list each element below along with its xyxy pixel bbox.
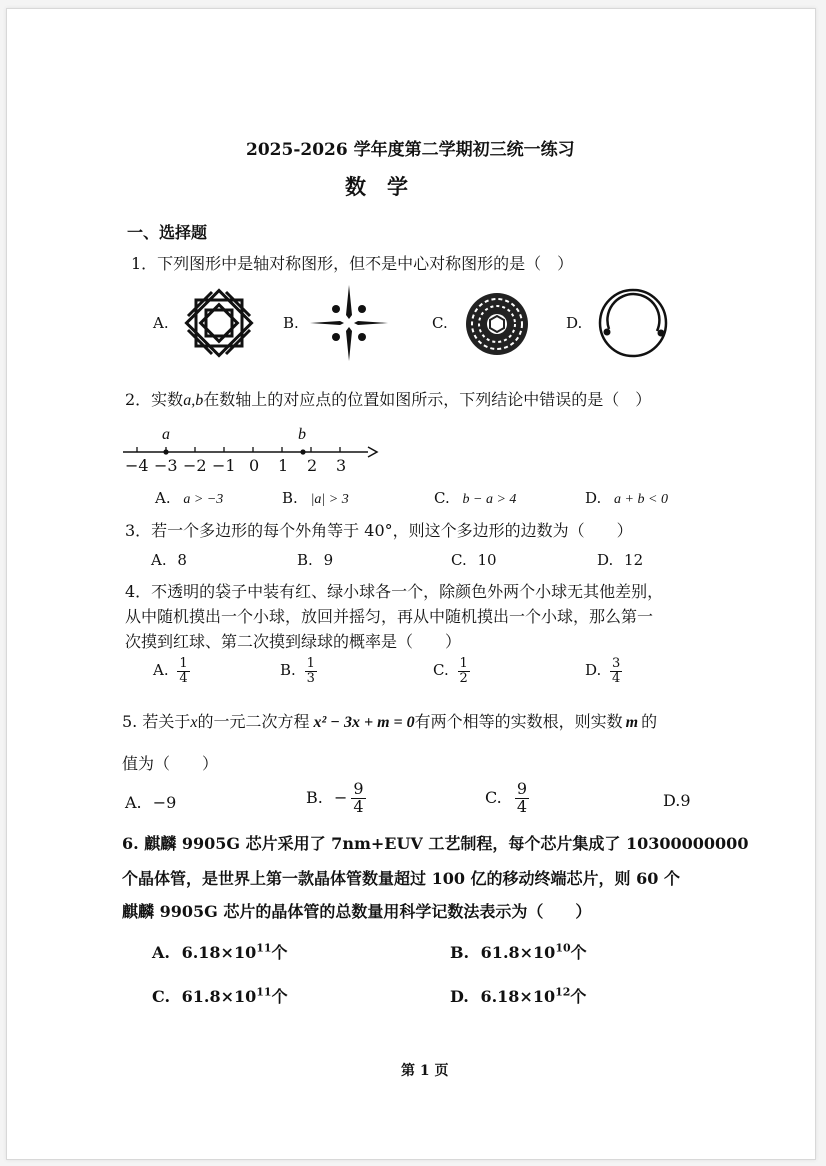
q2-option-b [282,489,349,508]
q4-option-b [280,657,317,685]
q2-option-d-text: a + b < 0 [614,492,668,507]
q2-option-b-text: |a| > 3 [310,492,349,507]
q1-option-b-label: B. [283,314,299,332]
question-4-line-1: 4．不透明的袋子中装有红、绿小球各一个，除颜色外两个小球无其他差别， [125,582,664,601]
q2-option-a [155,489,223,508]
q5-equation: x² − 3x + m = 0 [313,714,415,731]
question-5-line-2: 值为（ ） [122,754,219,773]
q5-var-x: x [190,714,198,731]
q3-option-a [151,551,187,569]
q6-option-b-unit: 个 [570,943,587,962]
q4-option-b-label: B. [280,661,296,680]
q2-option-d-label: D. [585,489,602,507]
q4-option-b-fraction [305,657,317,685]
q4-option-c-fraction [458,657,470,685]
tick-label: −3 [154,456,178,475]
point-a-label: a [162,426,170,443]
question-2-stem [125,387,651,410]
numerator: 1 [179,656,188,671]
q2-option-c-label: C. [434,489,450,507]
q5-option-c-fraction [515,781,529,816]
exam-title: 2025-2026 学年度第二学期初三统一练习 [246,140,575,160]
q4-option-a-fraction [177,657,189,685]
q4-option-d-fraction [610,657,622,685]
q6-option-c-unit: 个 [271,987,288,1006]
q6-option-d [450,984,586,1007]
denominator: 4 [612,670,621,686]
q2-option-d [585,489,668,508]
q6-option-c [152,984,288,1007]
q5-text-4: 的 [641,712,658,731]
denominator: 4 [516,796,528,816]
q6-option-a [152,940,288,963]
q4-option-d-label: D. [585,661,602,680]
q6-option-b-label: B. [450,943,470,962]
circular-ornament-icon [464,291,530,357]
denominator: 4 [179,670,188,686]
q2-option-a-text: a > −3 [183,492,224,507]
q3-option-d-text: 12 [624,551,644,569]
tick-label: −1 [212,456,236,475]
question-6-line-3: 麒麟 9905G 芯片的晶体管的总数量用科学记数法表示为（ ） [122,902,592,921]
subject-title: 数 学 [345,174,408,199]
q6-option-d-label: D. [450,987,469,1006]
question-6-line-2: 个晶体管，是世界上第一款晶体管数量超过 100 亿的移动终端芯片，则 60 个 [122,869,680,888]
q4-option-c-label: C. [433,661,449,680]
q5-option-d-label: D. [663,791,681,810]
q2-stem-suffix: 在数轴上的对应点的位置如图所示，下列结论中错误的是（ ） [203,390,652,409]
q5-option-b-label: B. [306,787,323,807]
q5-option-d [663,791,691,810]
tick-label: 2 [307,456,318,475]
q6-option-b-exponent: 10 [555,941,571,955]
tick-label: −4 [125,456,149,475]
tick-label: 3 [336,456,347,475]
numerator: 3 [612,656,621,671]
q5-text-3: 有两个相等的实数根，则实数 [414,712,623,731]
q1-option-c-label: C. [432,314,448,332]
q3-option-a-label: A. [151,551,167,569]
ring-figure-icon [595,285,671,361]
q5-option-d-text: 9 [680,791,691,810]
q6-option-c-base: 61.8×10 [181,987,257,1006]
q2-option-b-label: B. [282,489,298,507]
numerator: 1 [306,656,315,671]
star-ornament-icon [310,285,388,361]
q4-option-a-label: A. [153,661,169,680]
denominator: 3 [306,670,315,686]
q6-option-a-exponent: 11 [256,941,272,955]
q6-option-a-label: A. [152,943,170,962]
tick-label: 1 [278,456,289,475]
q5-text-1: 5. 若关于 [122,712,191,731]
q3-option-a-text: 8 [177,551,187,569]
numerator: 9 [353,779,364,798]
q3-option-b-text: 9 [323,551,334,569]
q6-option-c-exponent: 11 [256,985,272,999]
q5-option-a-label: A. [125,793,142,812]
q5-option-b-sign: − [333,787,348,807]
question-4-line-3: 次摸到红球、第二次摸到绿球的概率是（ ） [125,632,462,651]
q6-option-b [450,940,587,963]
question-5-line-1 [122,709,657,732]
question-3-stem: 3．若一个多边形的每个外角等于 40°，则这个多边形的边数为（ ） [125,521,633,540]
q4-option-c [433,657,470,685]
q1-option-a-label: A. [153,314,169,332]
knot-figure-icon [182,286,256,360]
q4-option-a [153,657,190,685]
q6-option-c-label: C. [152,987,171,1006]
q6-option-b-base: 61.8×10 [480,943,556,962]
q5-text-2: 的一元二次方程 [197,712,310,731]
q3-option-c-text: 10 [477,551,497,569]
q1-option-d-label: D. [566,314,583,332]
tick-label: 0 [249,456,260,475]
q5-option-c [485,781,529,816]
q3-option-d [597,551,643,569]
denominator: 2 [459,670,468,686]
q5-option-c-label: C. [485,787,502,807]
denominator: 4 [353,796,364,816]
number-line [121,425,381,475]
q2-option-c-text: b − a > 4 [462,492,517,507]
question-1-stem: 1．下列图形中是轴对称图形，但不是中心对称图形的是（ ） [131,254,574,273]
q2-stem-prefix: 2．实数 [125,390,184,409]
q5-option-a-text: −9 [152,793,177,812]
q5-var-m: m [625,714,639,731]
point-b-label: b [298,426,306,443]
q6-option-d-unit: 个 [570,987,587,1006]
q3-option-b [297,551,333,569]
q2-option-c [434,489,516,508]
point-b [300,449,305,454]
section-heading: 一、选择题 [127,223,208,242]
point-a [163,449,168,454]
q3-option-d-label: D. [597,551,614,569]
q6-option-d-exponent: 12 [555,985,571,999]
q5-option-a [125,793,176,812]
q4-option-d [585,657,622,685]
q3-option-c [451,551,497,569]
q6-option-a-unit: 个 [271,943,288,962]
question-6-line-1: 6. 麒麟 9905G 芯片采用了 7nm+EUV 工艺制程，每个芯片集成了 10300000000 [122,834,749,853]
q2-option-a-label: A. [155,489,171,507]
q6-option-d-base: 6.18×10 [480,987,556,1006]
q2-stem-vars: a,b [183,392,204,409]
q3-option-c-label: C. [451,551,467,569]
tick-label: −2 [183,456,207,475]
q3-option-b-label: B. [297,551,313,569]
numerator: 1 [459,656,468,671]
q6-option-a-base: 6.18×10 [181,943,257,962]
q5-option-b-fraction [351,781,365,816]
exam-page [6,8,816,1160]
numerator: 9 [516,779,528,798]
q5-option-b [306,781,366,816]
page-number: 第 1 页 [401,1063,449,1079]
question-4-line-2: 从中随机摸出一个小球，放回并摇匀，再从中随机摸出一个小球，那么第一 [125,607,654,626]
